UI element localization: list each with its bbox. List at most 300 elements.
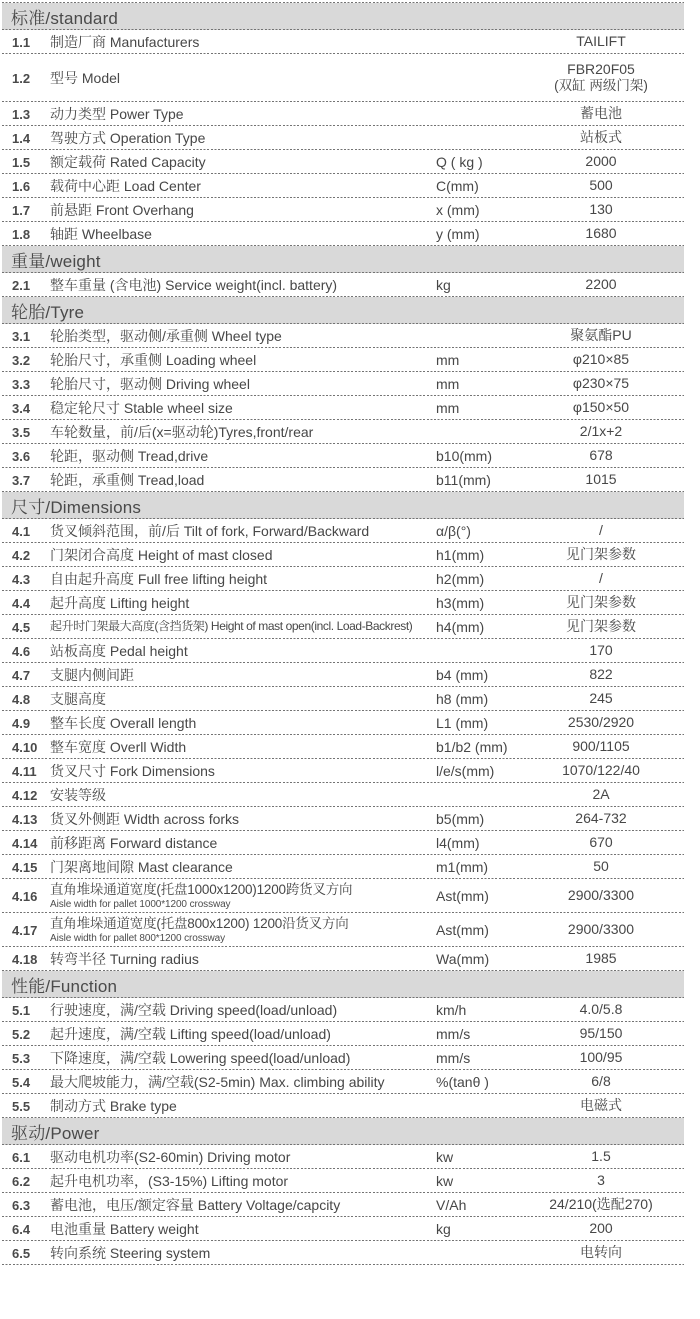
row-label-text: 动力类型 Power Type — [50, 105, 184, 122]
table-row — [2, 150, 684, 174]
row-value — [518, 1172, 684, 1190]
table-row — [2, 855, 684, 879]
row-unit: h2(mm) — [436, 571, 485, 587]
row-unit: h1(mm) — [436, 547, 485, 563]
row-number: 4.11 — [12, 763, 37, 779]
row-label — [50, 34, 436, 50]
row-value — [518, 887, 684, 905]
row-label-text: 电池重量 Battery weight — [50, 1220, 199, 1237]
table-row — [2, 947, 684, 971]
spec-table — [2, 3, 684, 1265]
row-label — [50, 1074, 436, 1090]
table-row — [2, 615, 684, 639]
row-label-text: 整车重量 (含电池) Service weight(incl. battery) — [50, 276, 338, 293]
row-value-line1: / — [599, 570, 603, 587]
row-number: 1.8 — [12, 226, 31, 242]
table-row — [2, 879, 684, 913]
table-row — [2, 1145, 684, 1169]
section-title: 驱动/Power — [11, 1124, 100, 1143]
section-header — [2, 246, 684, 273]
table-row — [2, 831, 684, 855]
row-number: 5.2 — [12, 1026, 31, 1042]
row-value — [518, 61, 684, 95]
row-label — [50, 571, 436, 587]
row-number: 3.6 — [12, 448, 31, 464]
row-label — [50, 1149, 436, 1165]
table-row — [2, 1046, 684, 1070]
table-row — [2, 735, 684, 759]
row-label — [50, 376, 436, 392]
row-value-line1: 1985 — [585, 950, 617, 967]
row-value — [518, 225, 684, 243]
row-unit: h8 (mm) — [436, 691, 489, 707]
table-row — [2, 567, 684, 591]
row-label — [50, 1197, 436, 1213]
row-label — [50, 763, 436, 779]
row-unit: mm — [436, 352, 460, 368]
row-label — [50, 130, 436, 146]
row-value-line1: 500 — [589, 177, 613, 194]
row-number: 5.4 — [12, 1074, 31, 1090]
row-number: 6.2 — [12, 1173, 31, 1189]
row-label — [50, 1221, 436, 1237]
row-value-line1: 见门架参数 — [566, 594, 636, 611]
row-value — [518, 447, 684, 465]
table-row — [2, 591, 684, 615]
row-unit: V/Ah — [436, 1197, 467, 1213]
row-value-line1: 电转向 — [580, 1244, 622, 1261]
row-label-subtext: Aisle width for pallet 800*1200 crossway — [50, 932, 225, 944]
row-value — [518, 1148, 684, 1166]
row-unit: mm — [436, 376, 460, 392]
row-value — [518, 129, 684, 147]
table-row — [2, 783, 684, 807]
row-value-line1: 站板式 — [580, 129, 622, 146]
row-label-text: 车轮数量，前/后(x=驱动轮)Tyres,front/rear — [50, 423, 314, 440]
row-number: 4.1 — [12, 523, 31, 539]
row-label-text: 转弯半径 Turning radius — [50, 950, 199, 967]
section-title: 重量/weight — [11, 252, 101, 271]
row-unit: kg — [436, 1221, 451, 1237]
table-row — [2, 998, 684, 1022]
row-label — [50, 547, 436, 563]
row-unit: Wa(mm) — [436, 951, 490, 967]
row-label — [50, 1002, 436, 1018]
row-label-text: 轮胎尺寸，驱动侧 Driving wheel — [50, 375, 250, 392]
row-number: 4.2 — [12, 547, 31, 563]
row-label-text: 轮胎类型，驱动侧/承重侧 Wheel type — [50, 327, 282, 344]
row-value-line1: 245 — [589, 690, 613, 707]
row-number: 1.2 — [12, 70, 31, 86]
row-unit: b11(mm) — [436, 472, 491, 488]
row-label-text: 载荷中心距 Load Center — [50, 177, 201, 194]
row-unit: mm — [436, 400, 460, 416]
table-row — [2, 1070, 684, 1094]
row-value — [518, 810, 684, 828]
table-row — [2, 913, 684, 947]
row-unit: b5(mm) — [436, 811, 485, 827]
row-label-text: 制造厂商 Manufacturers — [50, 33, 200, 50]
table-row — [2, 519, 684, 543]
row-value-line1: 2900/3300 — [567, 921, 635, 938]
row-value — [518, 177, 684, 195]
row-value-line1: 1.5 — [591, 1148, 611, 1165]
row-label — [50, 400, 436, 416]
table-row — [2, 1241, 684, 1265]
row-value-line1: 100/95 — [579, 1049, 623, 1066]
table-row — [2, 687, 684, 711]
row-number: 4.7 — [12, 667, 31, 683]
row-label-text: 直角堆垛通道宽度(托盘1000x1200)1200跨货叉方向 — [50, 882, 353, 898]
row-value — [518, 1220, 684, 1238]
table-row — [2, 396, 684, 420]
row-label — [50, 178, 436, 194]
row-label-text: 稳定轮尺寸 Stable wheel size — [50, 399, 233, 416]
row-label-text: 驱动电机功率(S2-60min) Driving motor — [50, 1148, 291, 1165]
row-number: 1.6 — [12, 178, 31, 194]
row-unit: h4(mm) — [436, 619, 485, 635]
table-row — [2, 468, 684, 492]
row-label — [50, 70, 436, 86]
table-row — [2, 711, 684, 735]
row-label — [50, 226, 436, 242]
row-unit: C(mm) — [436, 178, 479, 194]
row-value-line1: 蓄电池 — [580, 105, 622, 122]
row-number: 3.2 — [12, 352, 31, 368]
row-label-text: 起升高度 Lifting height — [50, 594, 190, 611]
row-label — [50, 328, 436, 344]
row-label-text: 自由起升高度 Full free lifting height — [50, 570, 268, 587]
row-value — [518, 594, 684, 612]
row-value-line1: 130 — [589, 201, 613, 218]
row-value-line1: 670 — [589, 834, 613, 851]
row-label-text: 最大爬坡能力，满/空载(S2-5min) Max. climbing ability — [50, 1073, 385, 1090]
row-unit: b4 (mm) — [436, 667, 489, 683]
row-unit: m1(mm) — [436, 859, 489, 875]
row-value-line1: 6/8 — [591, 1073, 611, 1090]
table-row — [2, 348, 684, 372]
row-value — [518, 834, 684, 852]
row-number: 4.9 — [12, 715, 31, 731]
row-value — [518, 105, 684, 123]
row-value-line1: 2/1x+2 — [579, 423, 623, 440]
row-value-line1: φ210×85 — [572, 351, 630, 368]
row-label-text: 货叉倾斜范围，前/后 Tilt of fork, Forward/Backward — [50, 522, 370, 539]
row-label — [50, 643, 436, 659]
table-row — [2, 1094, 684, 1118]
row-label — [50, 106, 436, 122]
row-number: 6.4 — [12, 1221, 31, 1237]
row-value-line1: 2900/3300 — [567, 887, 635, 904]
row-unit: L1 (mm) — [436, 715, 489, 731]
row-value-line1: TAILIFT — [576, 33, 626, 50]
row-value — [518, 762, 684, 780]
row-label-text: 安装等级 — [50, 786, 106, 803]
row-label — [50, 691, 436, 707]
section-title: 性能/Function — [11, 977, 118, 996]
row-number: 3.3 — [12, 376, 31, 392]
row-value-line1: 2000 — [585, 153, 617, 170]
row-value-line1: 聚氨酯PU — [570, 327, 632, 344]
row-label — [50, 882, 436, 910]
table-row — [2, 420, 684, 444]
row-value — [518, 786, 684, 804]
row-value-line1: 170 — [589, 642, 613, 659]
section-header — [2, 492, 684, 519]
row-label-text: 型号 Model — [50, 69, 121, 86]
row-value — [518, 950, 684, 968]
row-value-line1: 电磁式 — [580, 1097, 622, 1114]
table-row — [2, 222, 684, 246]
row-label-text: 起升速度，满/空载 Lifting speed(load/unload) — [50, 1025, 331, 1042]
row-value — [518, 921, 684, 939]
row-label — [50, 859, 436, 875]
table-row — [2, 174, 684, 198]
table-row — [2, 639, 684, 663]
row-value-line1: 1015 — [585, 471, 617, 488]
row-value — [518, 327, 684, 345]
row-label-text: 直角堆垛通道宽度(托盘800x1200) 1200沿货叉方向 — [50, 916, 349, 932]
row-value-line1: 200 — [589, 1220, 613, 1237]
row-value-line1: 900/1105 — [572, 738, 630, 755]
row-label-text: 门架离地间隙 Mast clearance — [50, 858, 233, 875]
row-value — [518, 399, 684, 417]
row-value-line1: 2A — [592, 786, 610, 803]
row-number: 3.5 — [12, 424, 31, 440]
row-value-line2: (双缸 两级门架) — [554, 78, 648, 94]
table-row — [2, 1169, 684, 1193]
table-row — [2, 126, 684, 150]
row-label-text: 支腿内侧间距 — [50, 666, 134, 683]
row-value-line1: 264-732 — [575, 810, 627, 827]
row-number: 5.1 — [12, 1002, 31, 1018]
row-unit: km/h — [436, 1002, 467, 1018]
section-header — [2, 1118, 684, 1145]
row-number: 4.17 — [12, 922, 38, 938]
row-value — [518, 618, 684, 636]
row-value-line1: 678 — [589, 447, 613, 464]
table-row — [2, 543, 684, 567]
table-row — [2, 30, 684, 54]
row-unit: l/e/s(mm) — [436, 763, 495, 779]
row-label — [50, 787, 436, 803]
row-label-text: 轮胎尺寸，承重侧 Loading wheel — [50, 351, 257, 368]
row-value — [518, 1073, 684, 1091]
row-label-text: 货叉尺寸 Fork Dimensions — [50, 762, 215, 779]
row-number: 4.4 — [12, 595, 31, 611]
row-label-text: 站板高度 Pedal height — [50, 642, 188, 659]
table-row — [2, 1022, 684, 1046]
row-label — [50, 1050, 436, 1066]
row-value — [518, 201, 684, 219]
section-header — [2, 971, 684, 998]
table-row — [2, 1217, 684, 1241]
row-value — [518, 714, 684, 732]
row-number: 1.1 — [12, 34, 31, 50]
row-value-line1: / — [599, 522, 603, 539]
row-label — [50, 523, 436, 539]
section-header — [2, 3, 684, 30]
row-label — [50, 154, 436, 170]
row-unit: α/β(°) — [436, 523, 471, 539]
row-value — [518, 522, 684, 540]
row-value — [518, 351, 684, 369]
row-label-text: 转向系统 Steering system — [50, 1244, 211, 1261]
row-value-line1: 1070/122/40 — [562, 762, 640, 779]
row-value — [518, 276, 684, 294]
row-label-text: 起升时门架最大高度(含挡货架) Height of mast open(incl. Load-Backrest) — [50, 620, 413, 634]
row-number: 3.7 — [12, 472, 31, 488]
table-row — [2, 663, 684, 687]
row-label-text: 轮距，驱动侧 Tread,drive — [50, 447, 209, 464]
section-header — [2, 297, 684, 324]
row-value — [518, 153, 684, 171]
row-value-line1: 50 — [593, 858, 609, 875]
row-label-text: 货叉外侧距 Width across forks — [50, 810, 240, 827]
row-unit: kw — [436, 1173, 454, 1189]
table-row — [2, 198, 684, 222]
section-title: 轮胎/Tyre — [11, 303, 85, 322]
row-label-text: 前移距离 Forward distance — [50, 834, 218, 851]
row-label — [50, 951, 436, 967]
row-value-line1: 4.0/5.8 — [579, 1001, 623, 1018]
row-label-text: 轮距，承重侧 Tread,load — [50, 471, 205, 488]
row-label — [50, 595, 436, 611]
row-unit: mm/s — [436, 1026, 471, 1042]
row-number: 5.3 — [12, 1050, 31, 1066]
row-label — [50, 424, 436, 440]
row-value — [518, 546, 684, 564]
section-title: 标准/standard — [11, 9, 119, 28]
row-unit: l4(mm) — [436, 835, 480, 851]
row-unit: Ast(mm) — [436, 888, 489, 904]
row-value — [518, 666, 684, 684]
table-row — [2, 54, 684, 102]
row-value — [518, 1049, 684, 1067]
row-label — [50, 715, 436, 731]
table-row — [2, 444, 684, 468]
row-label — [50, 1098, 436, 1114]
row-number: 4.18 — [12, 951, 38, 967]
row-value-line1: FBR20F05 — [567, 60, 635, 77]
row-label — [50, 202, 436, 218]
row-label — [50, 620, 436, 634]
row-value-line1: φ230×75 — [572, 375, 630, 392]
row-number: 4.14 — [12, 835, 38, 851]
row-label-subtext: Aisle width for pallet 1000*1200 crossway — [50, 898, 231, 910]
row-value-line1: 1680 — [585, 225, 617, 242]
row-value — [518, 375, 684, 393]
row-label-text: 门架闭合高度 Height of mast closed — [50, 546, 273, 563]
row-unit: mm/s — [436, 1050, 471, 1066]
row-label — [50, 277, 436, 293]
table-row — [2, 372, 684, 396]
row-number: 4.6 — [12, 643, 31, 659]
row-value-line1: φ150×50 — [572, 399, 630, 416]
row-number: 4.15 — [12, 859, 38, 875]
row-number: 1.4 — [12, 130, 31, 146]
table-row — [2, 759, 684, 783]
row-number: 4.5 — [12, 619, 31, 635]
row-unit: h3(mm) — [436, 595, 485, 611]
table-row — [2, 273, 684, 297]
row-number: 5.5 — [12, 1098, 31, 1114]
row-unit: kg — [436, 277, 451, 293]
row-label — [50, 1026, 436, 1042]
row-number: 4.12 — [12, 787, 38, 803]
row-value — [518, 33, 684, 51]
row-number: 4.13 — [12, 811, 38, 827]
row-value-line1: 见门架参数 — [566, 618, 636, 635]
row-value — [518, 1001, 684, 1019]
row-number: 2.1 — [12, 277, 31, 293]
row-label — [50, 667, 436, 683]
row-label-text: 轴距 Wheelbase — [50, 225, 152, 242]
row-value — [518, 1196, 684, 1214]
row-unit: Ast(mm) — [436, 922, 489, 938]
row-value — [518, 423, 684, 441]
row-label — [50, 1173, 436, 1189]
table-row — [2, 1193, 684, 1217]
row-label-text: 起升电机功率，(S3-15%) Lifting motor — [50, 1172, 289, 1189]
row-value-line1: 见门架参数 — [566, 546, 636, 563]
row-label-text: 整车长度 Overall length — [50, 714, 197, 731]
row-label-text: 制动方式 Brake type — [50, 1097, 177, 1114]
row-label-text: 驾驶方式 Operation Type — [50, 129, 206, 146]
row-number: 1.3 — [12, 106, 31, 122]
row-label — [50, 739, 436, 755]
row-value-line1: 2530/2920 — [567, 714, 635, 731]
row-value — [518, 858, 684, 876]
row-unit: b1/b2 (mm) — [436, 739, 508, 755]
row-unit: b10(mm) — [436, 448, 493, 464]
row-value-line1: 24/210(选配270) — [549, 1196, 653, 1213]
row-number: 4.8 — [12, 691, 31, 707]
row-number: 6.1 — [12, 1149, 31, 1165]
row-unit: kw — [436, 1149, 454, 1165]
row-number: 3.4 — [12, 400, 31, 416]
row-value — [518, 738, 684, 756]
table-row — [2, 324, 684, 348]
row-value — [518, 570, 684, 588]
row-label — [50, 835, 436, 851]
row-unit: x (mm) — [436, 202, 480, 218]
row-value — [518, 642, 684, 660]
row-label-text: 前悬距 Front Overhang — [50, 201, 194, 218]
row-label-text: 行驶速度，满/空载 Driving speed(load/unload) — [50, 1001, 338, 1018]
row-label — [50, 811, 436, 827]
row-unit: Q ( kg ) — [436, 154, 483, 170]
row-label-text: 额定载荷 Rated Capacity — [50, 153, 206, 170]
row-unit: y (mm) — [436, 226, 480, 242]
row-value — [518, 471, 684, 489]
row-label-text: 整车宽度 Overll Width — [50, 738, 187, 755]
row-number: 4.3 — [12, 571, 31, 587]
row-number: 4.10 — [12, 739, 38, 755]
row-number: 6.5 — [12, 1245, 31, 1261]
row-label-text: 蓄电池，电压/额定容量 Battery Voltage/capcity — [50, 1196, 341, 1213]
row-number: 1.5 — [12, 154, 31, 170]
row-value — [518, 690, 684, 708]
row-label — [50, 352, 436, 368]
row-label — [50, 1245, 436, 1261]
row-value — [518, 1244, 684, 1262]
row-number: 6.3 — [12, 1197, 31, 1213]
row-value-line1: 95/150 — [579, 1025, 623, 1042]
row-value-line1: 2200 — [585, 276, 617, 293]
table-row — [2, 807, 684, 831]
row-label-text: 下降速度，满/空载 Lowering speed(load/unload) — [50, 1049, 351, 1066]
